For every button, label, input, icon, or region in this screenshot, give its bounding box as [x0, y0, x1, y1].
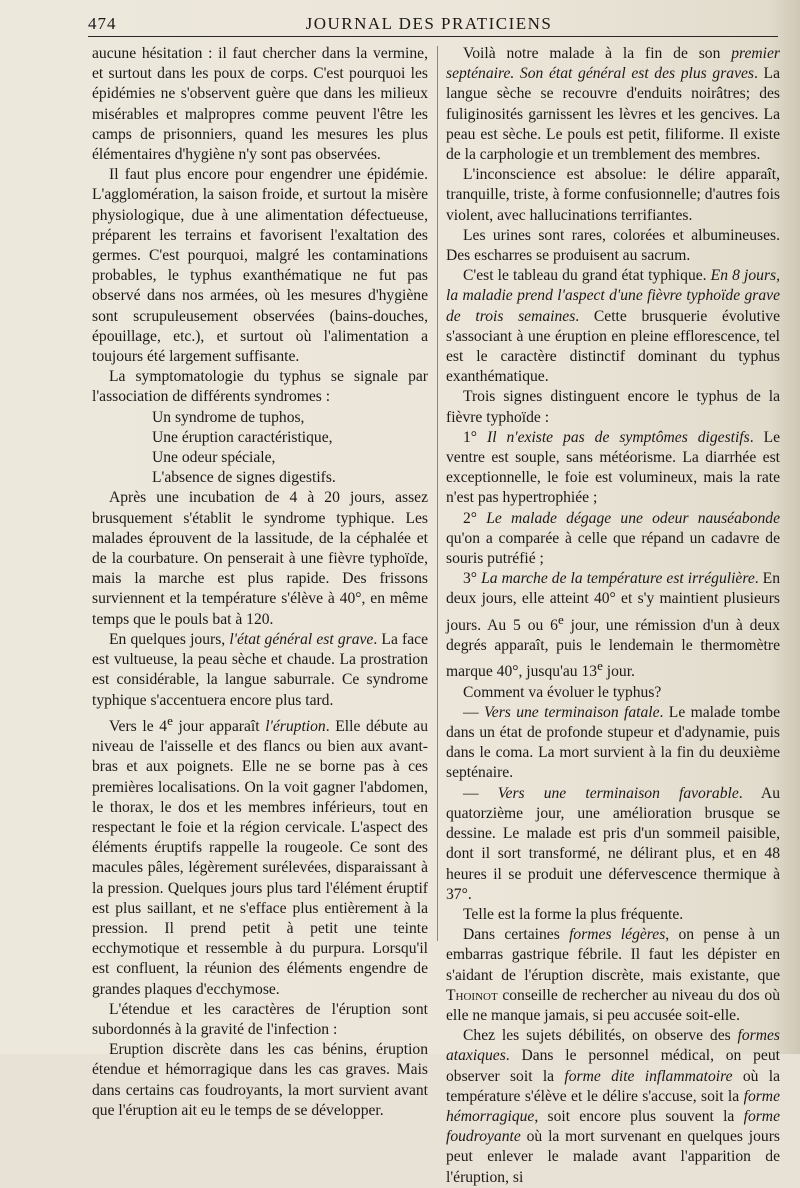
emphasis: l'état général est grave: [229, 630, 374, 648]
paragraph: Comment va évoluer le typhus?: [463, 683, 662, 701]
emphasis: formes légères: [569, 926, 666, 944]
author-name: Thoinot: [446, 986, 498, 1004]
paragraph: 1° Il n'existe pas de symptômes digestifs. Le ventre est souple, sans météorisme. La diarrhée est exceptionnelle, le foie est volumineux, mais la rate n'est pas hypertrophiée ;: [446, 428, 781, 507]
list-item: Une éruption caractéristique,: [152, 428, 333, 446]
emphasis: La marche de la température est irrégulière: [481, 570, 755, 588]
paragraph: L'inconscience est absolue: le délire apparaît, tranquille, triste, à forme confusionnelle; d'autres fois violent, avec hallucinations terrifiantes.: [446, 166, 780, 224]
right-column: [446, 44, 780, 1188]
left-column: [92, 44, 428, 1121]
paragraph: 2° Le malade dégage une odeur nauséabonde qu'on a comparée à celle que répand un cadavre de souris putréfié ;: [446, 509, 781, 568]
running-title: JOURNAL DES PRATICIENS: [305, 14, 553, 33]
column-divider: [437, 46, 438, 941]
paragraph: Telle est la forme la plus fréquente.: [463, 905, 684, 923]
emphasis: premier septénaire. Son état général est des plus graves: [446, 45, 780, 83]
emphasis: forme foudroyante: [446, 1107, 780, 1146]
paragraph: Les urines sont rares, colorées et albumineuses. Des escharres se produisent au sacrum.: [446, 226, 780, 265]
list-item: Un syndrome de tuphos,: [152, 408, 305, 426]
paragraph: Eruption discrète dans les cas bénins, éruption étendue et hémorragique dans les cas graves. Mais dans certains cas foudroyants, la mort survient avant que l'éruption ait eu le temps de se développer.: [92, 1041, 428, 1119]
emphasis: Vers une terminaison fatale: [483, 703, 660, 721]
list-item: L'absence de signes digestifs.: [152, 469, 336, 487]
paragraph: Trois signes distinguent encore le typhus de la fièvre typhoïde :: [446, 388, 780, 426]
emphasis: l'éruption: [265, 717, 326, 735]
emphasis: formes ataxiques: [446, 1027, 780, 1065]
emphasis: forme hémorragique: [446, 1087, 780, 1125]
paragraph: L'étendue et les caractères de l'éruption sont subordonnés à la gravité de l'infection :: [92, 1000, 428, 1038]
emphasis: Le malade dégage une odeur nauséabonde: [486, 509, 781, 527]
paragraph: Après une incubation de 4 à 20 jours, assez brusquement s'établit le syndrome typhique. Les malades éprouvent de la lassitude, de la céphalée et de la courbature. On penserait à une fièvre typhoïde, mais la marche est plus rapide. Des frissons surviennent et la température s'élève à 40°, en même temps que le pouls bat à 120.: [92, 489, 428, 628]
emphasis: forme dite inflammatoire: [564, 1067, 733, 1085]
paragraph: — Vers une terminaison fatale. Le malade tombe dans un état de profonde stupeur et d'adynamie, puis dans le coma. La mort survient à la fin du deuxième septénaire.: [446, 703, 780, 782]
emphasis: Il n'existe pas de symptômes digestifs: [487, 428, 750, 446]
paragraph: aucune hésitation : il faut chercher dans la vermine, et surtout dans les poux de corps. C'est pourquoi les épidémies ne s'observent guère que dans les milieux misérables et malpropres comme peuvent l'être les camps de prisonniers, quand les mesures les plus élémentaires d'hygiène n'y sont pas observées.: [92, 45, 428, 164]
page-number: 474: [88, 14, 117, 33]
paragraph: En quelques jours, l'état général est grave. La face est vultueuse, la peau sèche et chaude. La prostration est considérable, la langue saburrale. Ce syndrome typhique s'accentuera encore plus tard.: [92, 630, 428, 709]
paragraph: — Vers une terminaison favorable. Au quatorzième jour, une amélioration brusque se dessine. Le malade est pris d'un sommeil paisible, dont il sort transformé, ne délirant plus, et en 48 heures il se produit une défervescence thermique à 37°.: [446, 784, 780, 903]
syndrome-list: [92, 408, 428, 489]
emphasis: En 8 jours, la maladie prend l'aspect d'une fièvre typhoïde grave de trois semaines: [446, 267, 780, 325]
paragraph: Chez les sujets débilités, on observe des formes ataxiques. Dans le personnel médical, on peut observer soit la forme dite inflammatoire où la température s'élève et le délire s'accuse, soit la forme hémorragique, soit encore plus souvent la forme foudroyante où la mort survenant en quelques jours peut enlever le malade avant l'apparition de l'éruption, si: [446, 1027, 780, 1186]
paragraph: 3° La marche de la température est irrégulière. En deux jours, elle atteint 40° et s'y maintient plusieurs jours. Au 5 ou 6e jour, une rémission d'un à deux degrés apparaît, puis le lendemain le thermomètre marque 40°, jusqu'au 13e jour.: [446, 570, 781, 681]
paragraph: Dans certaines formes légères, on pense à un embarras gastrique fébrile. Il faut les dépister en s'aidant de l'éruption discrète, mais existante, que Thoinot conseille de rechercher au niveau du dos où elle ne manque jamais, si peu accusée soit-elle.: [446, 926, 780, 1024]
paragraph: Vers le 4e jour apparaît l'éruption. Elle débute au niveau de l'aisselle et des flancs ou bien aux avant-bras et aux poignets. Elle ne se borne pas à ces premières localisations. On la voit gagner l'abdomen, le thorax, le dos et les membres inférieurs, tout en respectant le foie et la région cervicale. L'aspect des éléments éruptifs rappelle la rougeole. Ce sont des macules pâles, légèrement surélevées, disparaissant à la pression. Quelques jours plus tard l'élément éruptif est plus saillant, et ne s'efface plus entièrement à la pression. Il prend petit à petit une teinte ecchymotique et ressemble à du purpura. Lorsqu'il est confluent, la réunion des éléments engendre de grandes plaques d'ecchymose.: [92, 712, 428, 998]
paragraph: La symptomatologie du typhus se signale par l'association de différents syndromes :: [92, 368, 428, 406]
page-header: [88, 12, 770, 38]
emphasis: Vers une terminaison favorable: [497, 784, 739, 802]
list-item: Une odeur spéciale,: [152, 449, 276, 467]
header-rule: [88, 36, 778, 37]
paragraph: Voilà notre malade à la fin de son premier septénaire. Son état général est des plus graves. La langue sèche se recouvre d'enduits noirâtres; des fuliginosités garnissent les lèvres et les gencives. La peau est sèche. Le pouls est petit, filiforme. Il existe de la carphologie et un tremblement des membres.: [446, 45, 780, 164]
paragraph: Il faut plus encore pour engendrer une épidémie. L'agglomération, la saison froide, et surtout la misère physiologique, due à une alimentation défectueuse, préparent les terrains et favorisent l'exaltation des germes. C'est pourquoi, malgré les contaminations probables, le typhus exanthématique ne fut pas observé dans nos armées, où les mesures d'hygiène sont scrupuleusement observées (bains-douches, épouillage, etc.), et surtout où l'alimentation a toujours été largement suffisante.: [92, 166, 428, 366]
paragraph: C'est le tableau du grand état typhique. En 8 jours, la maladie prend l'aspect d'une fièvre typhoïde grave de trois semaines. Cette brusquerie évolutive s'associant à une éruption en pleine efflorescence, tel est le caractère distinctif dominant du typhus exanthématique.: [446, 267, 780, 386]
